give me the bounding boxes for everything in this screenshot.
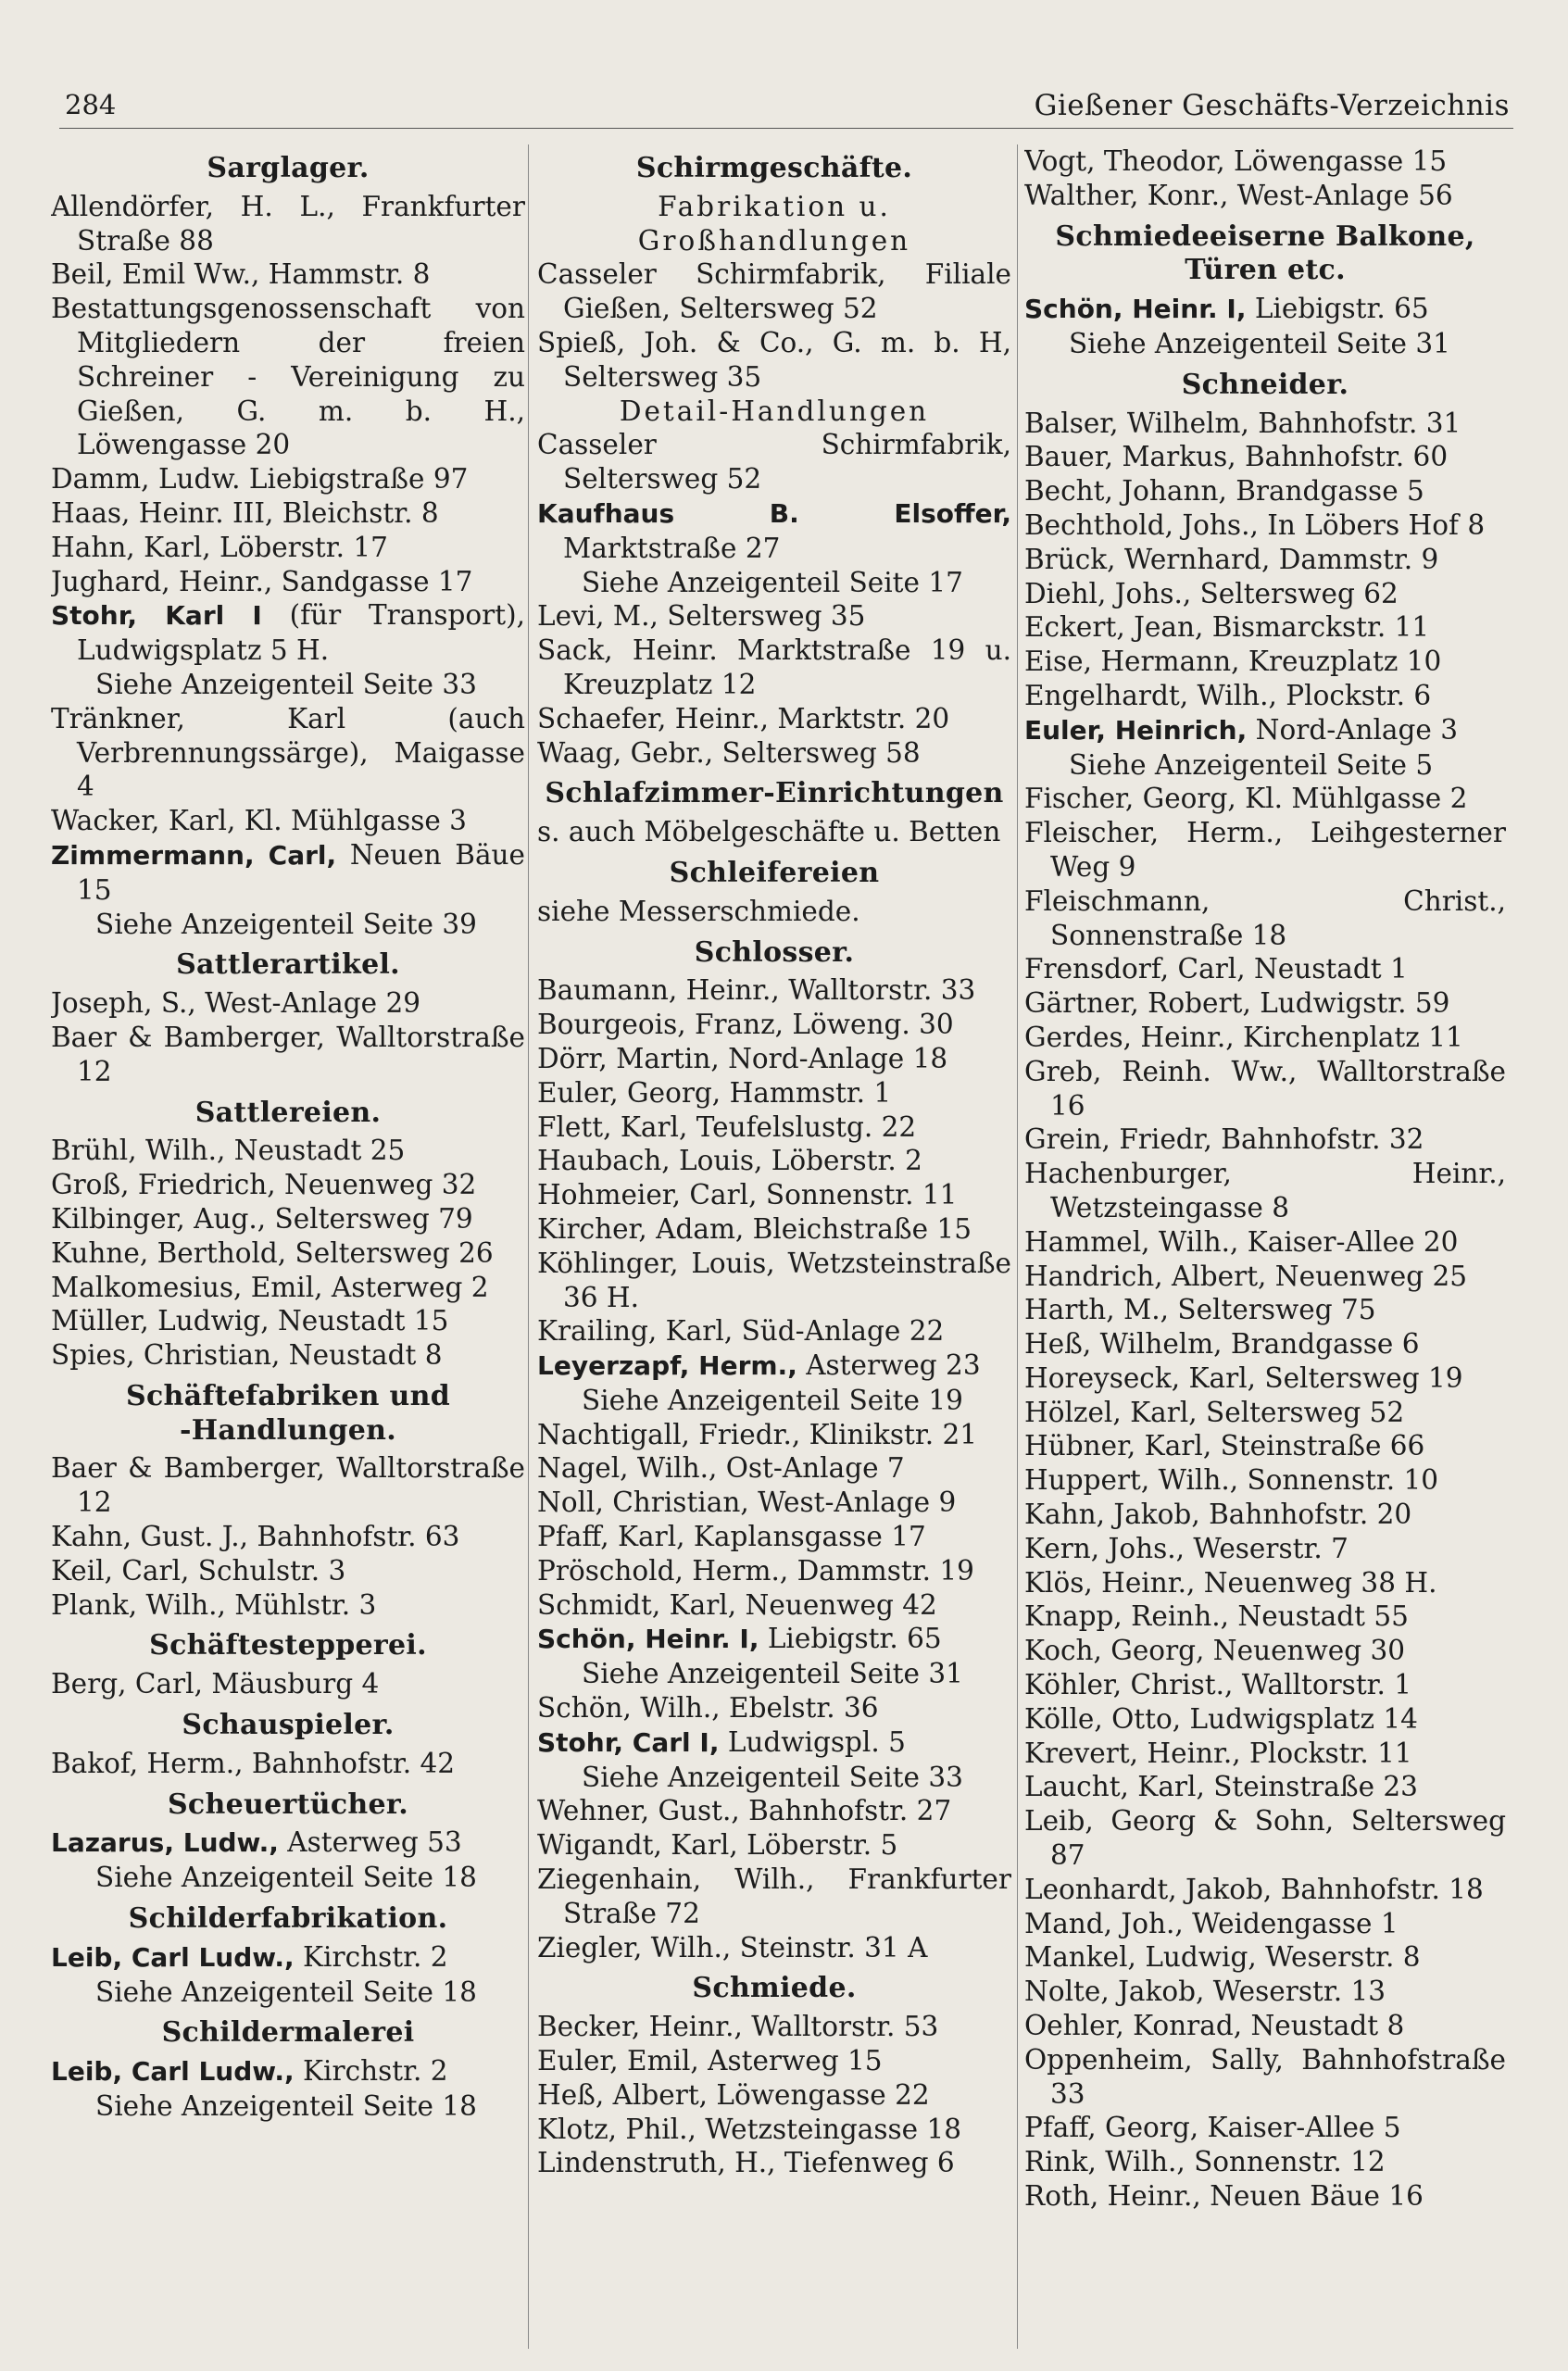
- running-title: Gießener Geschäfts-Verzeichnis: [1034, 89, 1510, 122]
- section-heading-line: Schleifereien: [669, 856, 880, 889]
- directory-entry: Kahn, Gust. J., Bahnhofstr. 63: [51, 1521, 460, 1553]
- entry-address: Kirchstr. 2: [294, 1940, 448, 1973]
- section-heading-line: Schildermalerei: [161, 2016, 415, 2050]
- entry-address: Liebigstr. 65: [759, 1623, 942, 1655]
- directory-entry: Noll, Christian, West-Anlage 9: [537, 1487, 957, 1519]
- section-heading-line: Sattlereien.: [194, 1096, 382, 1129]
- directory-entry: Schaefer, Heinr., Marktstr. 20: [537, 702, 950, 734]
- cross-reference: siehe Messerschmiede.: [537, 895, 860, 927]
- directory-entry: Vogt, Theodor, Löwengasse 15: [1024, 145, 1448, 177]
- section-heading: [51, 2016, 525, 2051]
- directory-entry: Spies, Christian, Neustadt 8: [51, 1339, 443, 1372]
- directory-entry: Pfaff, Karl, Kaplansgasse 17: [537, 1521, 926, 1553]
- directory-entry: Becht, Johann, Brandgasse 5: [1024, 475, 1424, 508]
- directory-entry: Levi, M., Seltersweg 35: [537, 600, 866, 633]
- directory-entry: Baer & Bamberger, Walltorstraße 12: [51, 1452, 525, 1519]
- directory-entry: Klotz, Phil., Wetzsteingasse 18: [537, 2113, 962, 2145]
- entry-address: Asterweg 53: [278, 1826, 462, 1859]
- column-divider: [1017, 144, 1018, 2349]
- directory-entry: Gärtner, Robert, Ludwigstr. 59: [1024, 987, 1450, 1020]
- directory-entry: Ziegenhain, Wilh., Frankfurter Straße 72: [537, 1863, 1011, 1929]
- directory-entry: Kuhne, Berthold, Seltersweg 26: [51, 1236, 494, 1269]
- directory-entry: Casseler Schirmfabrik, Seltersweg 52: [537, 429, 1011, 496]
- entry-address: Liebigstr. 65: [1246, 293, 1429, 325]
- directory-entry: Nachtigall, Friedr., Klinikstr. 21: [537, 1418, 978, 1450]
- page-number: 284: [65, 89, 117, 120]
- directory-entry: Balser, Wilhelm, Bahnhofstr. 31: [1024, 407, 1461, 439]
- advert-reference: Siehe Anzeigenteil Seite 18: [95, 1976, 477, 2008]
- directory-entry: Koch, Georg, Neuenweg 30: [1024, 1635, 1406, 1667]
- directory-entry: Gerdes, Heinr., Kirchenplatz 11: [1024, 1021, 1463, 1053]
- section-heading-line: Schirmgeschäfte.: [635, 152, 913, 184]
- section-heading-line: Scheuertücher.: [167, 1788, 409, 1821]
- section-heading-line: Schlosser.: [694, 935, 855, 969]
- directory-entry: Groß, Friedrich, Neuenweg 32: [51, 1169, 477, 1201]
- directory-entry: Nagel, Wilh., Ost-Anlage 7: [537, 1452, 905, 1485]
- directory-entry: Laucht, Karl, Steinstraße 23: [1024, 1771, 1418, 1803]
- directory-entry: Eise, Hermann, Kreuzplatz 10: [1024, 646, 1442, 678]
- section-heading: [537, 152, 1011, 186]
- directory-entry: Horeyseck, Karl, Seltersweg 19: [1024, 1361, 1463, 1394]
- entry-name-bold: Euler, Heinrich,: [1024, 714, 1248, 746]
- section-heading: [51, 1629, 525, 1663]
- directory-entry: Mand, Joh., Weidengasse 1: [1024, 1907, 1399, 1939]
- section-heading-line: Schmiede.: [692, 1972, 857, 2005]
- entry-address: Kirchstr. 2: [294, 2055, 448, 2088]
- directory-entry: Berg, Carl, Mäusburg 4: [51, 1668, 380, 1700]
- directory-entry: Brück, Wernhard, Dammstr. 9: [1024, 543, 1439, 575]
- directory-entry: Baer & Bamberger, Walltorstraße 12: [51, 1021, 525, 1087]
- advert-reference: Siehe Anzeigenteil Seite 39: [95, 908, 477, 940]
- entry-name-bold: Schön, Heinr. I,: [537, 1624, 759, 1655]
- section-heading: [51, 948, 525, 983]
- section-heading: [1024, 369, 1506, 403]
- directory-entry: Oehler, Konrad, Neustadt 8: [1024, 2010, 1405, 2042]
- advert-reference: Siehe Anzeigenteil Seite 17: [582, 566, 963, 598]
- entry-name-bold: Leyerzapf, Herm.,: [537, 1350, 797, 1382]
- directory-entry: Müller, Ludwig, Neustadt 15: [51, 1305, 449, 1337]
- directory-entry: Allendörfer, H. L., Frankfurter Straße 88: [51, 190, 525, 257]
- directory-entry: Heß, Albert, Löwengasse 22: [537, 2078, 930, 2111]
- directory-entry: Kern, Johs., Weserstr. 7: [1024, 1532, 1348, 1564]
- directory-entry: Plank, Wilh., Mühlstr. 3: [51, 1588, 377, 1621]
- directory-entry: Malkomesius, Emil, Asterweg 2: [51, 1271, 489, 1303]
- directory-entry: [537, 1725, 1011, 1761]
- entry-name-bold: Leib, Carl Ludw.,: [51, 2056, 295, 2088]
- entry-address: (für Transport), Ludwigsplatz 5 H.: [77, 599, 525, 667]
- entry-address: Ludwigspl. 5: [719, 1725, 906, 1758]
- section-heading-line: Sarglager.: [207, 152, 370, 184]
- entry-address: Neuen Bäue 15: [77, 838, 525, 906]
- section-heading: [537, 777, 1011, 811]
- entry-name-bold: Stohr, Karl I: [51, 600, 262, 632]
- section-heading-line: Schauspieler.: [182, 1709, 395, 1742]
- directory-entry: Damm, Ludw. Liebigstraße 97: [51, 463, 469, 496]
- directory-entry: Grein, Friedr, Bahnhofstr. 32: [1024, 1123, 1424, 1156]
- directory-entry: Casseler Schirmfabrik, Filiale Gießen, Seltersweg 52: [537, 258, 1011, 325]
- directory-entry: Spieß, Joh. & Co., G. m. b. H, Seltersweg 35: [537, 326, 1011, 393]
- directory-entry: Nolte, Jakob, Weserstr. 13: [1024, 1976, 1386, 2008]
- subsection-heading: Fabrikation u. Großhandlungen: [637, 190, 911, 257]
- column-divider: [528, 144, 529, 2349]
- directory-entry: Fleischer, Herm., Leihgesterner Weg 9: [1024, 817, 1506, 883]
- directory-entry: Pröschold, Herm., Dammstr. 19: [537, 1554, 974, 1587]
- section-heading-line: -Handlungen.: [180, 1413, 396, 1447]
- section-heading: [51, 152, 525, 186]
- directory-entry: Bourgeois, Franz, Löweng. 30: [537, 1009, 954, 1041]
- entry-address: Marktstraße 27: [563, 532, 781, 564]
- directory-entry: [51, 838, 525, 908]
- section-heading: [537, 857, 1011, 891]
- directory-entry: Kölle, Otto, Ludwigsplatz 14: [1024, 1702, 1418, 1735]
- directory-entry: Fischer, Georg, Kl. Mühlgasse 2: [1024, 783, 1468, 815]
- entry-name-bold: Stohr, Carl I,: [537, 1726, 720, 1758]
- directory-entry: Engelhardt, Wilh., Plockstr. 6: [1024, 679, 1432, 711]
- directory-entry: Kahn, Jakob, Bahnhofstr. 20: [1024, 1499, 1412, 1531]
- directory-entry: [51, 1825, 525, 1861]
- directory-entry: Bestattungsgenossenschaft von Mitgliedern der freien Schreiner - Vereinigung zu Gießen, G. m. b. H., Löwengasse 20: [51, 293, 525, 461]
- column-1: [51, 144, 525, 2349]
- directory-entry: Hachenburger, Heinr., Wetzsteingasse 8: [1024, 1158, 1506, 1223]
- directory-entry: Krailing, Karl, Süd-Anlage 22: [537, 1315, 945, 1348]
- entry-name-bold: Kaufhaus B. Elsoffer,: [537, 497, 1011, 529]
- advert-reference: Siehe Anzeigenteil Seite 33: [95, 668, 477, 700]
- cross-reference: s. auch Möbelgeschäfte u. Betten: [537, 816, 1001, 848]
- directory-entry: Eckert, Jean, Bismarckstr. 11: [1024, 611, 1430, 644]
- directory-entry: Haas, Heinr. III, Bleichstr. 8: [51, 496, 439, 529]
- directory-entry: Kircher, Adam, Bleichstraße 15: [537, 1212, 972, 1245]
- advert-reference: Siehe Anzeigenteil Seite 19: [582, 1384, 963, 1416]
- entry-name-bold: Leib, Carl Ludw.,: [51, 1941, 295, 1973]
- directory-entry: Handrich, Albert, Neuenweg 25: [1024, 1260, 1468, 1292]
- directory-entry: Schmidt, Karl, Neuenweg 42: [537, 1588, 937, 1621]
- directory-entry: Dörr, Martin, Nord-Anlage 18: [537, 1042, 948, 1074]
- section-heading: [1024, 220, 1506, 289]
- directory-entry: Hübner, Karl, Steinstraße 66: [1024, 1430, 1425, 1462]
- directory-entry: Jughard, Heinr., Sandgasse 17: [51, 565, 473, 597]
- directory-entry: Köhlinger, Louis, Wetzsteinstraße 36 H.: [537, 1247, 1011, 1313]
- directory-entry: Wacker, Karl, Kl. Mühlgasse 3: [51, 805, 467, 837]
- directory-entry: Harth, M., Seltersweg 75: [1024, 1294, 1376, 1326]
- subsection-heading: Detail-Handlungen: [619, 395, 930, 427]
- directory-entry: Hölzel, Karl, Seltersweg 52: [1024, 1396, 1405, 1428]
- section-heading-line: Schneider.: [1181, 368, 1349, 401]
- entry-name-bold: Schön, Heinr. I,: [1024, 294, 1247, 325]
- column-3: [1024, 144, 1506, 2349]
- directory-entry: Knapp, Reinh., Neustadt 55: [1024, 1600, 1409, 1633]
- directory-entry: Bakof, Herm., Bahnhofstr. 42: [51, 1747, 456, 1779]
- entry-name-bold: Zimmermann, Carl,: [51, 839, 337, 871]
- directory-entry: Hammel, Wilh., Kaiser-Allee 20: [1024, 1225, 1459, 1258]
- directory-entry: Rink, Wilh., Sonnenstr. 12: [1024, 2146, 1386, 2178]
- directory-entry: Kilbinger, Aug., Seltersweg 79: [51, 1202, 473, 1235]
- directory-entry: Haubach, Louis, Löberstr. 2: [537, 1145, 922, 1177]
- directory-entry: Wehner, Gust., Bahnhofstr. 27: [537, 1795, 952, 1827]
- directory-entry: Roth, Heinr., Neuen Bäue 16: [1024, 2180, 1424, 2213]
- advert-reference: Siehe Anzeigenteil Seite 5: [1069, 748, 1434, 781]
- entry-name-bold: Lazarus, Ludw.,: [51, 1827, 279, 1859]
- advert-reference: Siehe Anzeigenteil Seite 31: [582, 1658, 963, 1690]
- directory-entry: Köhler, Christ., Walltorstr. 1: [1024, 1669, 1412, 1701]
- directory-entry: Walther, Konr., West-Anlage 56: [1024, 179, 1453, 211]
- directory-entry: Greb, Reinh. Ww., Walltorstraße 16: [1024, 1055, 1506, 1122]
- section-heading-line: Schäftefabriken und: [126, 1379, 450, 1412]
- directory-entry: Joseph, S., West-Anlage 29: [51, 987, 421, 1020]
- directory-entry: Euler, Georg, Hammstr. 1: [537, 1076, 892, 1109]
- directory-entry: Bauer, Markus, Bahnhofstr. 60: [1024, 441, 1449, 473]
- section-heading: [537, 1972, 1011, 2006]
- section-heading-line: Schäftestepperei.: [149, 1629, 427, 1662]
- advert-reference: Siehe Anzeigenteil Seite 18: [95, 1862, 477, 1894]
- directory-entry: Baumann, Heinr., Walltorstr. 33: [537, 974, 976, 1007]
- directory-entry: Lindenstruth, H., Tiefenweg 6: [537, 2147, 955, 2179]
- directory-entry: Becker, Heinr., Walltorstr. 53: [537, 2011, 939, 2043]
- directory-entry: Heß, Wilhelm, Brandgasse 6: [1024, 1328, 1420, 1361]
- directory-entry: Tränkner, Karl (auch Verbrennungssärge), Maigasse 4: [51, 702, 525, 803]
- directory-entry: Brühl, Wilh., Neustadt 25: [51, 1135, 406, 1167]
- advert-reference: Siehe Anzeigenteil Seite 18: [95, 2090, 477, 2123]
- header-rule: [59, 128, 1513, 129]
- directory-entry: Diehl, Johs., Seltersweg 62: [1024, 577, 1399, 609]
- directory-entry: Sack, Heinr. Marktstraße 19 u. Kreuzplatz 12: [537, 634, 1011, 700]
- directory-entry: Wigandt, Karl, Löberstr. 5: [537, 1829, 898, 1862]
- directory-entry: Pfaff, Georg, Kaiser-Allee 5: [1024, 2112, 1401, 2144]
- section-heading-line: Sattlerartikel.: [176, 948, 400, 982]
- directory-entry: Oppenheim, Sally, Bahnhofstraße 33: [1024, 2043, 1506, 2110]
- directory-entry: [537, 496, 1011, 566]
- directory-entry: Bechthold, Johs., In Löbers Hof 8: [1024, 508, 1486, 541]
- directory-entry: Euler, Emil, Asterweg 15: [537, 2045, 883, 2077]
- directory-entry: Frensdorf, Carl, Neustadt 1: [1024, 953, 1408, 985]
- directory-entry: Flett, Karl, Teufelslustg. 22: [537, 1110, 917, 1143]
- section-heading-line: Türen etc.: [1185, 254, 1346, 287]
- section-heading: [51, 1902, 525, 1937]
- directory-entry: [537, 1349, 1011, 1384]
- section-heading: [51, 1097, 525, 1131]
- directory-entry: Keil, Carl, Schulstr. 3: [51, 1554, 346, 1587]
- directory-entry: Leib, Georg & Sohn, Seltersweg 87: [1024, 1805, 1506, 1872]
- column-2: [537, 144, 1011, 2349]
- advert-reference: Siehe Anzeigenteil Seite 31: [1069, 327, 1450, 359]
- directory-entry: [1024, 292, 1506, 327]
- entry-address: Nord-Anlage 3: [1247, 713, 1458, 746]
- section-heading: [51, 1380, 525, 1449]
- directory-entry: Krevert, Heinr., Plockstr. 11: [1024, 1737, 1412, 1769]
- directory-entry: Mankel, Ludwig, Weserstr. 8: [1024, 1941, 1421, 1974]
- directory-entry: Fleischmann, Christ., Sonnenstraße 18: [1024, 884, 1506, 951]
- directory-entry: [537, 1622, 1011, 1657]
- directory-entry: [51, 1940, 525, 1976]
- section-heading-line: Schilderfabrikation.: [128, 1902, 448, 1936]
- directory-entry: Huppert, Wilh., Sonnenstr. 10: [1024, 1464, 1439, 1497]
- directory-entry: Ziegler, Wilh., Steinstr. 31 A: [537, 1931, 928, 1963]
- section-heading-line: Schlafzimmer-Einrichtungen: [545, 777, 1004, 810]
- directory-entry: Hohmeier, Carl, Sonnenstr. 11: [537, 1179, 958, 1211]
- directory-entry: Waag, Gebr., Seltersweg 58: [537, 736, 921, 769]
- section-heading: [51, 1788, 525, 1823]
- entry-address: Asterweg 23: [797, 1349, 981, 1382]
- directory-entry: Schön, Wilh., Ebelstr. 36: [537, 1692, 879, 1725]
- directory-entry: [51, 2054, 525, 2089]
- directory-entry: Beil, Emil Ww., Hammstr. 8: [51, 258, 431, 291]
- section-heading: [537, 936, 1011, 971]
- directory-entry: [51, 598, 525, 668]
- section-heading: [51, 1709, 525, 1743]
- directory-entry: Hahn, Karl, Löberstr. 17: [51, 531, 388, 563]
- advert-reference: Siehe Anzeigenteil Seite 33: [582, 1761, 963, 1793]
- section-heading-line: Schmiedeeiserne Balkone,: [1055, 220, 1475, 253]
- directory-entry: Klös, Heinr., Neuenweg 38 H.: [1024, 1566, 1437, 1599]
- directory-entry: [1024, 713, 1506, 748]
- directory-entry: Leonhardt, Jakob, Bahnhofstr. 18: [1024, 1873, 1484, 1905]
